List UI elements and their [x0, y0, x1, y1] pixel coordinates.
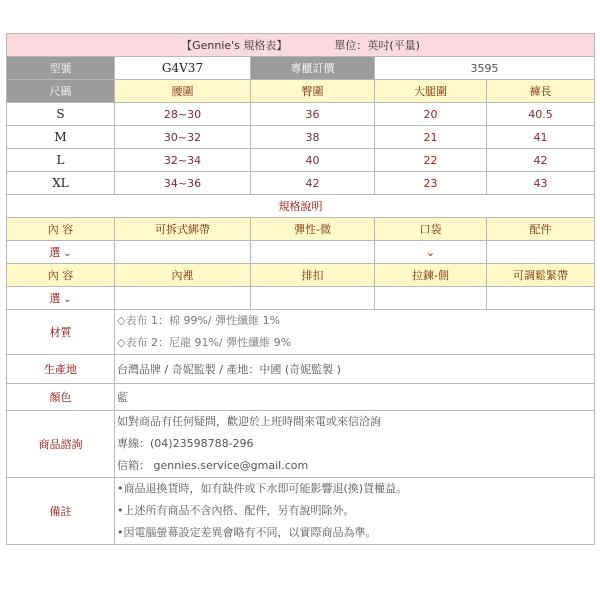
price-label: 專櫃訂價	[251, 57, 375, 80]
spec-mark-lining	[115, 287, 251, 310]
note-line-1: •商品退換貨時，如有缺件或下水即可能影響退(換)貨權益。	[117, 482, 408, 495]
spec-select-row-2	[7, 287, 595, 310]
hip-cell: 36	[251, 103, 375, 126]
origin-label: 生產地	[7, 355, 115, 384]
origin-row	[7, 355, 595, 384]
size-header-waist: 腰圍	[115, 80, 251, 103]
inquiry-label: 商品諮詢	[7, 411, 115, 478]
spec-select-cell	[7, 241, 115, 264]
length-cell: 43	[487, 172, 595, 195]
material-row	[7, 310, 595, 355]
spec-mark-pocket: ⌄	[375, 241, 487, 264]
table-row	[7, 126, 595, 149]
material-line-2: ◇表布 2：尼龍 91%/ 彈性纖維 9%	[117, 336, 292, 349]
spec-side-zipper: 拉鍊-側	[375, 264, 487, 287]
thigh-cell: 22	[375, 149, 487, 172]
size-cell: S	[7, 103, 115, 126]
hip-cell: 40	[251, 149, 375, 172]
inquiry-row	[7, 411, 595, 478]
spec-mark-accessory	[487, 241, 595, 264]
notes-label: 備註	[7, 478, 115, 545]
color-row	[7, 384, 595, 411]
spec-detachable-strap: 可拆式綁帶	[115, 218, 251, 241]
inquiry-phone: 專線：(04)23598788-296	[117, 437, 254, 450]
thigh-cell: 20	[375, 103, 487, 126]
inquiry-line-1: 如對商品有任何疑問，歡迎於上班時間來電或來信洽詢	[117, 415, 381, 428]
model-value: G4V37	[115, 57, 251, 80]
spec-header-row-2	[7, 264, 595, 287]
color-label: 顏色	[7, 384, 115, 411]
spec-lining: 內裡	[115, 264, 251, 287]
material-label: 材質	[7, 310, 115, 355]
waist-cell: 34~36	[115, 172, 251, 195]
spec-title-row	[7, 195, 595, 218]
spec-select-cell	[7, 287, 115, 310]
select-label: 選	[49, 292, 61, 305]
notes-row	[7, 478, 595, 545]
size-cell: M	[7, 126, 115, 149]
material-line-1: ◇表布 1：棉 99%/ 彈性纖維 1%	[117, 314, 281, 327]
inquiry-email: 信箱： gennies.service@gmail.com	[117, 459, 309, 472]
length-cell: 41	[487, 126, 595, 149]
spec-accessory: 配件	[487, 218, 595, 241]
size-cell: XL	[7, 172, 115, 195]
material-value	[115, 310, 595, 355]
note-line-3: •因電腦螢幕設定差異會略有不同，以實際商品為準。	[117, 526, 377, 539]
size-header-thigh: 大腿圍	[375, 80, 487, 103]
spec-mark-buttons	[251, 287, 375, 310]
origin-value: 台灣品牌 / 奇妮監製 / 產地：中國 (奇妮監製 )	[115, 355, 595, 384]
note-line-2: •上述所有商品不含內搭、配件，另有說明除外。	[117, 504, 355, 517]
spec-pocket: 口袋	[375, 218, 487, 241]
color-value: 藍	[115, 384, 595, 411]
spec-sheet-table	[6, 33, 595, 545]
unit-label: 單位：英吋(平量)	[334, 39, 420, 52]
title-cell	[7, 34, 595, 57]
length-cell: 40.5	[487, 103, 595, 126]
model-label: 型號	[7, 57, 115, 80]
spec-elasticity: 彈性-微	[251, 218, 375, 241]
waist-cell: 32~34	[115, 149, 251, 172]
chevron-down-icon: ⌄	[63, 294, 72, 305]
sheet-title: 【Gennie's 規格表】	[181, 39, 288, 52]
size-header-size: 尺碼	[7, 80, 115, 103]
waist-cell: 28~30	[115, 103, 251, 126]
model-row	[7, 57, 595, 80]
title-row	[7, 34, 595, 57]
size-header-hip: 臀圍	[251, 80, 375, 103]
table-row	[7, 149, 595, 172]
spec-header-row-1	[7, 218, 595, 241]
price-value: 3595	[375, 57, 595, 80]
table-row	[7, 103, 595, 126]
length-cell: 42	[487, 149, 595, 172]
spec-content-label: 內 容	[7, 264, 115, 287]
chevron-down-icon: ⌄	[63, 248, 72, 259]
spec-adjustable-band: 可調鬆緊帶	[487, 264, 595, 287]
spec-buttons: 排扣	[251, 264, 375, 287]
spec-mark-zipper	[375, 287, 487, 310]
spec-mark-elasticity	[251, 241, 375, 264]
size-header-length: 褲長	[487, 80, 595, 103]
hip-cell: 38	[251, 126, 375, 149]
thigh-cell: 21	[375, 126, 487, 149]
spec-title: 規格說明	[7, 195, 595, 218]
spec-mark-strap	[115, 241, 251, 264]
select-label: 選	[49, 246, 61, 259]
table-row	[7, 172, 595, 195]
spec-content-label: 內 容	[7, 218, 115, 241]
hip-cell: 42	[251, 172, 375, 195]
size-cell: L	[7, 149, 115, 172]
spec-mark-band	[487, 287, 595, 310]
size-header-row	[7, 80, 595, 103]
inquiry-value	[115, 411, 595, 478]
thigh-cell: 23	[375, 172, 487, 195]
waist-cell: 30~32	[115, 126, 251, 149]
notes-value	[115, 478, 595, 545]
spec-select-row-1	[7, 241, 595, 264]
